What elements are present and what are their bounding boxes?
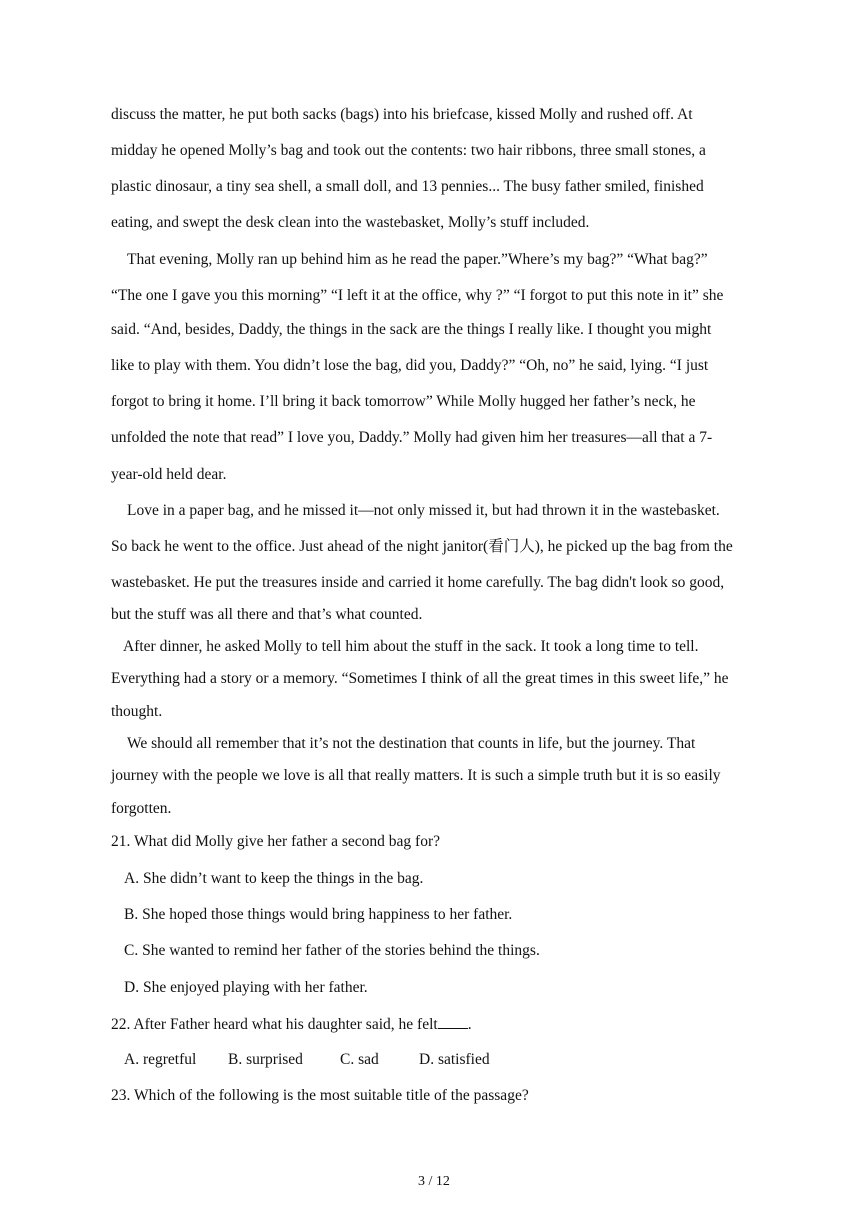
question-23-stem: 23. Which of the following is the most suitable title of the passage? xyxy=(111,1087,529,1104)
passage-line: like to play with them. You didn’t lose the bag, did you, Daddy?” “Oh, no” he said, lying. “I just xyxy=(111,357,709,374)
question-22-option-a: A. regretful xyxy=(124,1051,197,1068)
passage-line: eating, and swept the desk clean into the wastebasket, Molly’s stuff included. xyxy=(111,214,590,231)
passage-line: After dinner, he asked Molly to tell him about the stuff in the sack. It took a long time to tell. xyxy=(123,638,699,655)
page-number: 3 / 12 xyxy=(418,1174,450,1189)
question-22-stem-line xyxy=(111,1014,472,1035)
question-22-option-b: B. surprised xyxy=(228,1051,303,1068)
passage-line: So back he went to the office. Just ahead of the night janitor(看门人), he picked up the bag from the xyxy=(111,538,733,555)
passage-line: forgot to bring it home. I’ll bring it back tomorrow” While Molly hugged her father’s neck, he xyxy=(111,393,696,410)
passage-line: plastic dinosaur, a tiny sea shell, a small doll, and 13 pennies... The busy father smiled, finished xyxy=(111,178,704,195)
question-22-options xyxy=(124,1050,490,1070)
passage-line: Love in a paper bag, and he missed it—not only missed it, but had thrown it in the wastebasket. xyxy=(127,502,720,519)
question-21-option-a: A. She didn’t want to keep the things in the bag. xyxy=(124,870,424,887)
passage-line: We should all remember that it’s not the destination that counts in life, but the journey. That xyxy=(127,735,696,752)
passage-line: year-old held dear. xyxy=(111,466,227,483)
question-21-option-b: B. She hoped those things would bring happiness to her father. xyxy=(124,906,513,923)
question-22-option-d: D. satisfied xyxy=(419,1051,490,1068)
question-21-stem: 21. What did Molly give her father a second bag for? xyxy=(111,833,440,850)
question-22-stem: 22. After Father heard what his daughter said, he felt xyxy=(111,1016,438,1033)
passage-line: forgotten. xyxy=(111,800,172,817)
passage-line: wastebasket. He put the treasures inside and carried it home carefully. The bag didn't look so good, xyxy=(111,574,725,591)
passage-line: journey with the people we love is all that really matters. It is such a simple truth but it is so easily xyxy=(111,767,721,784)
passage-line: thought. xyxy=(111,703,163,720)
question-22-stem-end: . xyxy=(467,1016,472,1033)
question-21-option-c: C. She wanted to remind her father of the stories behind the things. xyxy=(124,942,540,959)
answer-blank xyxy=(438,1014,468,1029)
passage-line: midday he opened Molly’s bag and took out the contents: two hair ribbons, three small stones, a xyxy=(111,142,706,159)
passage-line: “The one I gave you this morning” “I left it at the office, why ?” “I forgot to put this note in it” she xyxy=(111,287,724,304)
passage-line: Everything had a story or a memory. “Sometimes I think of all the great times in this sweet life,” he xyxy=(111,670,729,687)
passage-line: discuss the matter, he put both sacks (bags) into his briefcase, kissed Molly and rushed off. At xyxy=(111,106,693,123)
passage-line: unfolded the note that read” I love you, Daddy.” Molly had given him her treasures—all that a 7- xyxy=(111,429,713,446)
question-22-option-c: C. sad xyxy=(340,1051,379,1068)
passage-line: said. “And, besides, Daddy, the things in the sack are the things I really like. I thought you might xyxy=(111,321,712,338)
question-21-option-d: D. She enjoyed playing with her father. xyxy=(124,979,368,996)
passage-line: That evening, Molly ran up behind him as he read the paper.”Where’s my bag?” “What bag?” xyxy=(127,251,708,268)
passage-line: but the stuff was all there and that’s what counted. xyxy=(111,606,423,623)
